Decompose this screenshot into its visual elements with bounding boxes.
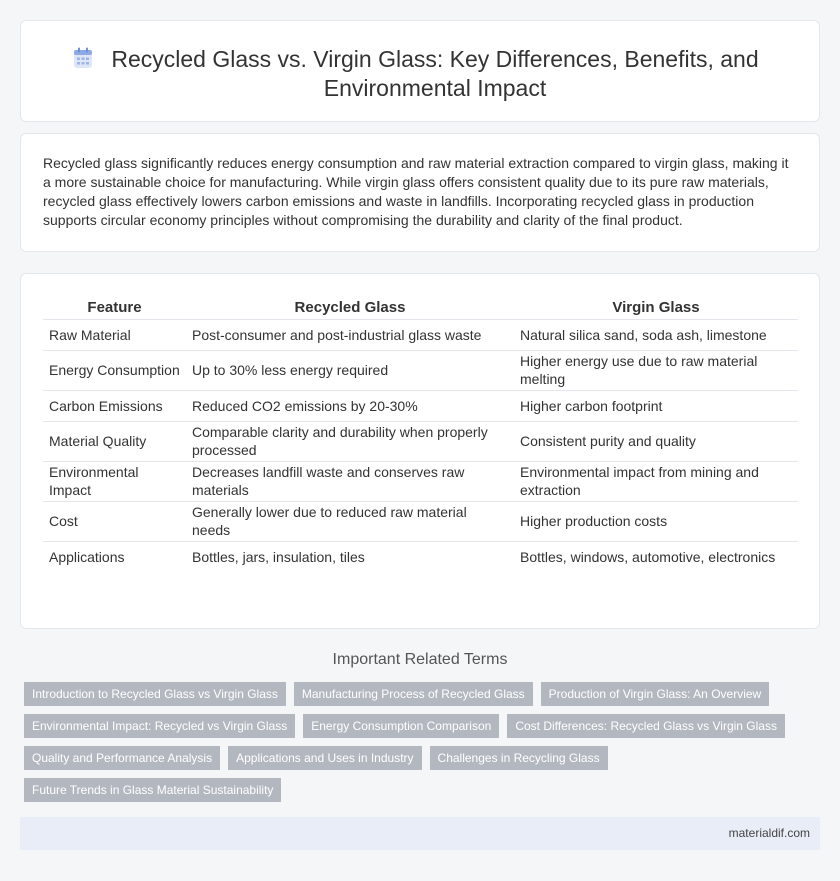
feature-cell: Applications — [49, 548, 125, 565]
virgin-cell: Higher carbon footprint — [514, 390, 798, 421]
table-row — [43, 541, 798, 572]
related-term-tag[interactable]: Introduction to Recycled Glass vs Virgin Glass — [24, 682, 286, 706]
column-header-recycled: Recycled Glass — [186, 297, 514, 319]
footer-site-link[interactable]: materialdif.com — [728, 826, 810, 840]
feature-cell: Material Quality — [43, 421, 186, 461]
table-row — [43, 319, 798, 350]
table-row — [43, 350, 798, 390]
feature-cell: Cost — [43, 501, 186, 541]
intro-paragraph: Recycled glass significantly reduces energy consumption and raw material extraction compared to virgin glass, making it a more sustainable choice for manufacturing. While virgin glass offers consistent quality due to its pure raw materials, recycled glass effectively lowers carbon emissions and waste in landfills. Incorporating recycled glass in production supports circular economy principles without compromising the durability and clarity of the final product. — [43, 155, 789, 228]
recycled-cell: Comparable clarity and durability when properly processed — [186, 421, 514, 461]
related-term-tag[interactable]: Quality and Performance Analysis — [24, 746, 220, 770]
table-row — [43, 390, 798, 421]
related-term-tag[interactable]: Energy Consumption Comparison — [303, 714, 499, 738]
page-title: Recycled Glass vs. Virgin Glass: Key Differences, Benefits, and Environmental Impact — [111, 46, 759, 101]
related-terms-list — [24, 682, 804, 802]
virgin-cell: Environmental impact from mining and extraction — [514, 461, 798, 501]
recycled-cell: Reduced CO2 emissions by 20-30% — [186, 390, 514, 421]
recycled-cell: Bottles, jars, insulation, tiles — [192, 548, 365, 565]
virgin-cell: Consistent purity and quality — [514, 421, 798, 461]
recycled-cell: Decreases landfill waste and conserves raw materials — [186, 461, 514, 501]
related-term-tag[interactable]: Production of Virgin Glass: An Overview — [541, 682, 770, 706]
comparison-table — [43, 297, 798, 572]
related-terms-heading: Important Related Terms — [332, 651, 508, 668]
title-card — [20, 20, 820, 122]
virgin-cell: Higher production costs — [514, 501, 798, 541]
related-term-tag[interactable]: Future Trends in Glass Material Sustainability — [24, 778, 281, 802]
recycled-cell: Generally lower due to reduced raw material needs — [186, 501, 514, 541]
table-header-row — [43, 297, 798, 319]
virgin-cell: Higher energy use due to raw material melting — [514, 350, 798, 390]
feature-cell: Environmental Impact — [43, 461, 186, 501]
related-term-tag[interactable]: Applications and Uses in Industry — [228, 746, 421, 770]
recycled-cell: Post-consumer and post-industrial glass waste — [186, 319, 514, 350]
table-row — [43, 461, 798, 501]
table-row — [43, 501, 798, 541]
related-term-tag[interactable]: Challenges in Recycling Glass — [430, 746, 608, 770]
table-row — [43, 421, 798, 461]
intro-card — [20, 133, 820, 252]
column-header-feature: Feature — [43, 297, 186, 319]
footer — [20, 817, 820, 850]
feature-cell: Raw Material — [43, 319, 186, 350]
feature-cell: Energy Consumption — [43, 350, 186, 390]
column-header-virgin: Virgin Glass — [514, 297, 798, 319]
recycled-cell: Up to 30% less energy required — [186, 350, 514, 390]
virgin-cell: Natural silica sand, soda ash, limestone — [514, 319, 798, 350]
virgin-cell: Bottles, windows, automotive, electronics — [520, 548, 776, 565]
feature-cell: Carbon Emissions — [43, 390, 186, 421]
related-term-tag[interactable]: Cost Differences: Recycled Glass vs Virgin Glass — [507, 714, 785, 738]
comparison-card — [20, 273, 820, 629]
related-term-tag[interactable]: Manufacturing Process of Recycled Glass — [294, 682, 533, 706]
related-term-tag[interactable]: Environmental Impact: Recycled vs Virgin Glass — [24, 714, 295, 738]
